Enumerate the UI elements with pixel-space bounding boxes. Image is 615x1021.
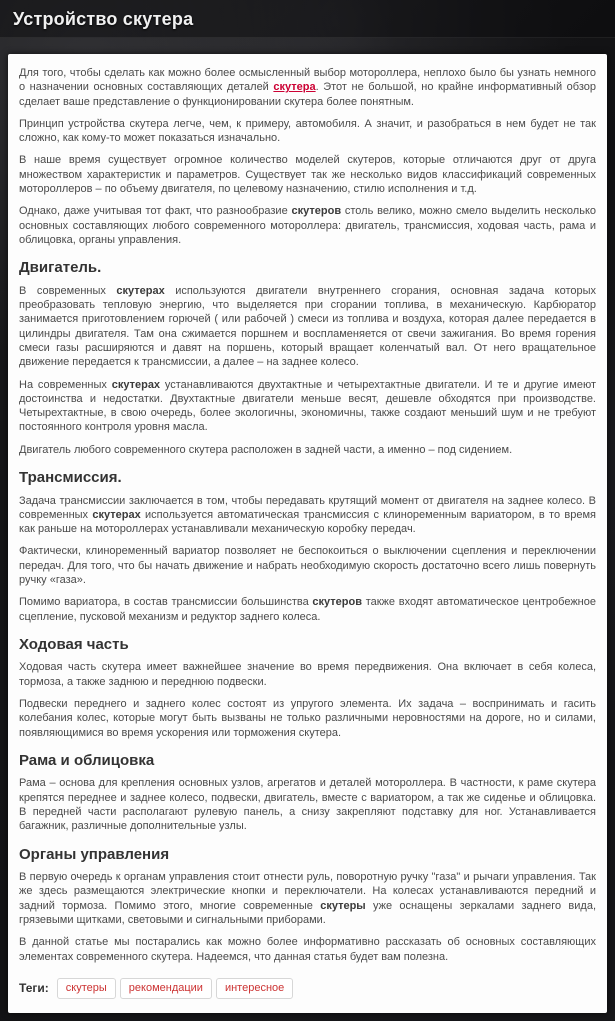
bold-text: скутерах <box>111 378 161 391</box>
text-run: устанавливаются двухтактные и четырехтактные двигатели. И те и другие имеют достоинства и недостатки. Двухтактные двигатели меньше весят, дешевле обходятся при производстве. Четырехтактные, в свою очередь, более экологичны, экономичны, также создают меньший шум и не требуют постоянного контроля уровня масла. <box>19 378 596 434</box>
section-heading: Органы управления <box>19 845 170 863</box>
text-run: В первую очередь к органам управления стоит отнести руль, поворотную ручку "газа" и рычаги управления. Так же здесь размещаются электрические кнопки и переключатели. На колесах устанавливаются передний и задний тормоза. Помимо этого, многие современные <box>19 871 596 912</box>
text-run: Однако, даже учитывая тот факт, что разнообразие <box>19 205 292 218</box>
article-paragraph <box>19 284 596 370</box>
bold-text: скутеры <box>320 899 366 912</box>
text-run: используются двигатели внутреннего сгорания, основная задача которых преобразовать тепловую энергию, что выделяется при сгорании топлива, в механическую. Карбюратор занимается приготовлением горючей ( или рабочей ) смеси из топлива и воздуха, которая далее передается в цилиндры двигателя. Там она сжимается поршнем и воспламеняется от свечи зажигания. Во время горения смеси газы расширяются и давят на поршень, который вращает коленчатый вал. От него вращательное движение передается к трансмиссии, а далее – на заднее колесо. <box>19 284 597 369</box>
text-run: Задача трансмиссии заключается в том, чтобы передавать крутящий момент от двигателя на заднее колесо. В современных <box>19 494 596 521</box>
article-paragraph <box>19 595 596 624</box>
page-header <box>0 0 615 38</box>
article-paragraph <box>19 443 596 457</box>
text-run: Двигатель любого современного скутера расположен в задней части, а именно – под сидением. <box>19 443 513 456</box>
text-run: В наше время существует огромное количество моделей скутеров, которые отличаются друг от друга множеством характеристик и параметров. Существует так же несколько видов классификаций современных мотороллеров – по объему двигателя, по целевому назначению, стилю исполнения и т.д. <box>19 154 596 196</box>
bold-text: скутеров <box>312 596 363 609</box>
text-run: . Этот не большой, но крайне информативный обзор сделает ваше представление о функционировании скутера более понятным. <box>19 81 596 108</box>
article-paragraph <box>19 935 596 964</box>
page-title: Устройство скутера <box>13 9 194 29</box>
text-run: В данной статье мы постарались как можно более информативно рассказать об основных составляющих элементах современного скутера. Надеемся, что данная статья будет вам полезна. <box>19 936 596 963</box>
bold-text: скутеров <box>291 205 342 218</box>
bold-text: скутерах <box>116 284 165 297</box>
article-content <box>8 54 607 1013</box>
text-run: Фактически, клиноременный вариатор позволяет не беспокоиться о выключении сцепления и переключении передач. Для того, что бы начать движение и набрать необходимую скорость достаточно всего лишь повернуть ручку «газа». <box>19 545 596 587</box>
text-run: столь велико, можно смело выделить несколько основных составляющих любого современного мотороллера: двигатель, трансмиссия, ходовая часть, рама и облицовка, органы управления. <box>19 205 597 246</box>
text-run: Принцип устройства скутера легче, чем, к примеру, автомобиля. А значит, и разобраться в нем будет не так сложно, как кому-то может показаться изначально. <box>19 117 596 145</box>
article-paragraph <box>19 870 596 927</box>
article-paragraph <box>19 776 596 833</box>
article-paragraph <box>19 153 596 196</box>
text-run: Подвески переднего и заднего колес состоят из упругого элемента. Их задача – воспринимать и гасить колебания колес, которые могут быть вызваны не только различными неровностями на дороге, но и силами, появляющимися во время ускорения или торможения скутера. <box>19 698 596 739</box>
tag-button[interactable]: рекомендации <box>120 978 212 999</box>
tags-list <box>57 978 297 999</box>
article-paragraph <box>19 117 596 146</box>
inline-link[interactable]: скутера <box>273 81 316 94</box>
tag-button[interactable]: скутеры <box>57 978 116 999</box>
article-body <box>19 66 596 964</box>
text-run: Для того, чтобы сделать как можно более осмысленный выбор мотороллера, неплохо было бы узнать немного о назначении основных составляющих деталей <box>19 67 596 94</box>
text-run: Рама – основа для крепления основных узлов, агрегатов и деталей мотороллера. В частности, к раме скутера крепятся переднее и заднее колесо, подвески, двигатель, вместе с вариатором, а так же сиденье и облицовка. В передней части располагают рулевую панель, а снизу закрепляют подставку для ног. Устанавливается багажник, различные дополнительные узлы. <box>19 777 596 833</box>
article-paragraph <box>19 494 596 537</box>
section-heading: Рама и облицовка <box>19 751 155 769</box>
text-run: Помимо вариатора, в состав трансмиссии большинства <box>19 596 313 609</box>
tags-label: Теги: <box>19 980 49 995</box>
text-run: В современных <box>19 284 117 297</box>
article-paragraph <box>19 544 596 587</box>
text-run: используется автоматическая трансмиссия с клиноременным вариатором, в то время как раньше на мотороллерах устанавливали механическую коробку передач. <box>19 508 596 536</box>
article-paragraph <box>19 204 596 247</box>
article-paragraph <box>19 697 596 740</box>
section-heading: Ходовая часть <box>19 635 129 653</box>
text-run: Ходовая часть скутера имеет важнейшее значение во время передвижения. Она включает в себя колеса, тормоза, а также заднюю и переднюю подвески. <box>19 661 596 688</box>
article-paragraph <box>19 66 596 109</box>
bold-text: скутерах <box>92 508 141 521</box>
text-run: На современных <box>19 378 112 391</box>
text-run: уже оснащены зеркалами заднего вида, грязевыми щитками, световыми и сигнальными приборами. <box>19 899 597 926</box>
tags-row <box>19 978 596 999</box>
section-heading: Трансмиссия. <box>19 469 122 487</box>
section-heading: Двигатель. <box>19 259 102 277</box>
tag-button[interactable]: интересное <box>216 978 293 999</box>
article-paragraph <box>19 378 596 435</box>
text-run: также входят автоматическое центробежное сцепление, пусковой механизм и редуктор заднего колеса. <box>19 596 596 623</box>
article-paragraph <box>19 660 596 689</box>
